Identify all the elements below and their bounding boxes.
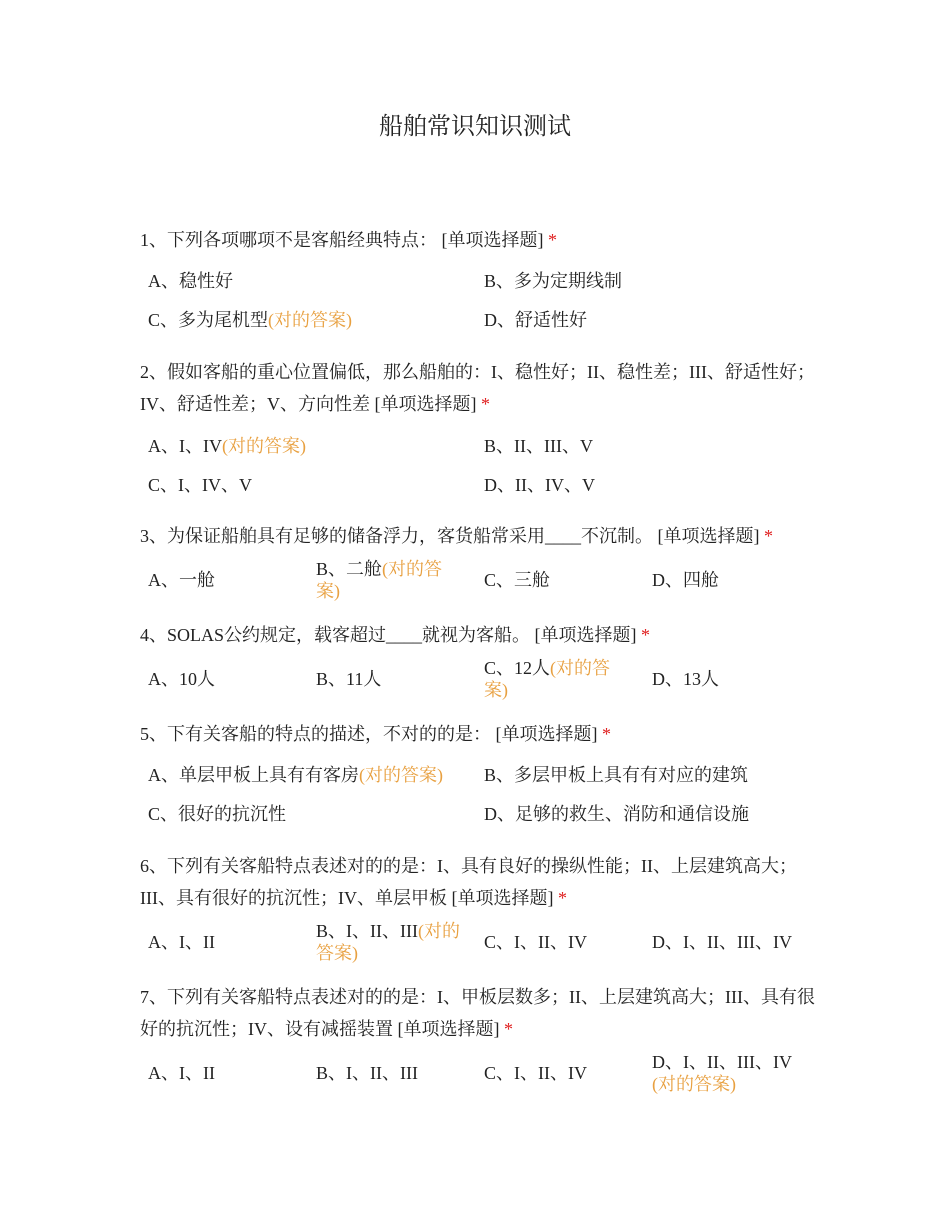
option-6d[interactable]: D、I、II、III、IV [652,932,792,952]
required-mark: * [764,526,773,546]
option-6b[interactable]: B、I、II、III(对的答案) [316,921,460,963]
option-4a[interactable]: A、10人 [148,669,215,689]
page-title: 船舶常识知识测试 [379,114,571,140]
option-6c[interactable]: C、I、II、IV [484,932,587,952]
question-2 [140,356,818,420]
question-3 [140,520,818,552]
option-2a[interactable]: A、I、IV (对的答案) [148,436,306,456]
option-3d[interactable]: D、四舱 [652,570,719,590]
question-text: 5、下有关客船的特点的描述，不对的的是： [140,724,491,744]
question-text: 2、假如客船的重心位置偏低，那么船舶的：I、稳性好；II、稳性差；III、舒适性好；IV、舒适性差；V、方向性差 [140,362,815,414]
required-mark: * [641,625,651,645]
correct-answer-mark: (对的答案) [316,921,460,963]
option-1d[interactable]: D、舒适性好 [484,310,587,330]
question-type-tag: [单项选择题] [534,625,637,645]
option-4d[interactable]: D、13人 [652,669,719,689]
option-1b[interactable]: B、多为定期线制 [484,271,623,291]
question-4 [140,619,818,651]
option-7b[interactable]: B、I、II、III [316,1063,418,1083]
option-4b[interactable]: B、11人 [316,669,382,689]
correct-answer-mark: (对的答案) [222,436,306,456]
question-text: 3、为保证船舶具有足够的储备浮力，客货船常采用____不沉制。 [140,526,653,546]
option-5b[interactable]: B、多层甲板上具有有对应的建筑 [484,765,749,785]
required-mark: * [481,394,490,414]
correct-answer-mark: (对的答案) [316,559,443,601]
question-6 [140,850,818,914]
correct-answer-mark: (对的答案) [652,1074,736,1094]
correct-answer-mark: (对的答案) [268,310,353,330]
question-type-tag: [单项选择题] [495,724,598,744]
required-mark: * [557,888,567,908]
option-4c[interactable]: C、12人(对的答案) [484,658,611,700]
question-7 [140,981,818,1045]
option-6a[interactable]: A、I、II [148,932,215,952]
question-5 [140,718,818,750]
option-1c[interactable]: C、多为尾机型 (对的答案) [148,310,353,330]
option-1a[interactable]: A、稳性好 [148,271,233,291]
option-2c[interactable]: C、I、IV、V [148,475,252,495]
option-7d[interactable]: D、I、II、III、IV (对的答案) [652,1052,792,1094]
option-5c[interactable]: C、很好的抗沉性 [148,804,287,824]
option-3b[interactable]: B、二舱(对的答案) [316,559,443,601]
option-7a[interactable]: A、I、II [148,1063,215,1083]
question-type-tag: [单项选择题] [397,1019,500,1039]
required-mark: * [504,1019,513,1039]
option-3a[interactable]: A、一舱 [148,570,215,590]
question-text: 1、下列各项哪项不是客船经典特点： [140,230,437,250]
option-5a[interactable]: A、单层甲板上具有有客房 (对的答案) [148,765,443,785]
correct-answer-mark: (对的答案) [359,765,443,785]
required-mark: * [548,230,557,250]
option-2d[interactable]: D、II、IV、V [484,475,595,495]
option-5d[interactable]: D、足够的救生、消防和通信设施 [484,804,749,824]
required-mark: * [602,724,611,744]
question-type-tag: [单项选择题] [374,394,477,414]
question-type-tag: [单项选择题] [451,888,554,908]
question-text: 7、下列有关客船特点表述对的的是：I、甲板层数多；II、上层建筑高大；III、具有很好的抗沉性；IV、设有减摇装置 [140,987,815,1039]
question-1 [140,224,818,256]
question-text: 4、SOLAS公约规定，载客超过____就视为客船。 [140,625,531,645]
question-type-tag: [单项选择题] [657,526,760,546]
correct-answer-mark: (对的答案) [484,658,611,700]
option-7c[interactable]: C、I、II、IV [484,1063,587,1083]
question-text: 6、下列有关客船特点表述对的的是：I、具有良好的操纵性能；II、上层建筑高大；III、具有很好的抗沉性；IV、单层甲板 [140,856,797,908]
option-3c[interactable]: C、三舱 [484,570,551,590]
option-2b[interactable]: B、II、III、V [484,436,593,456]
question-type-tag: [单项选择题] [441,230,544,250]
